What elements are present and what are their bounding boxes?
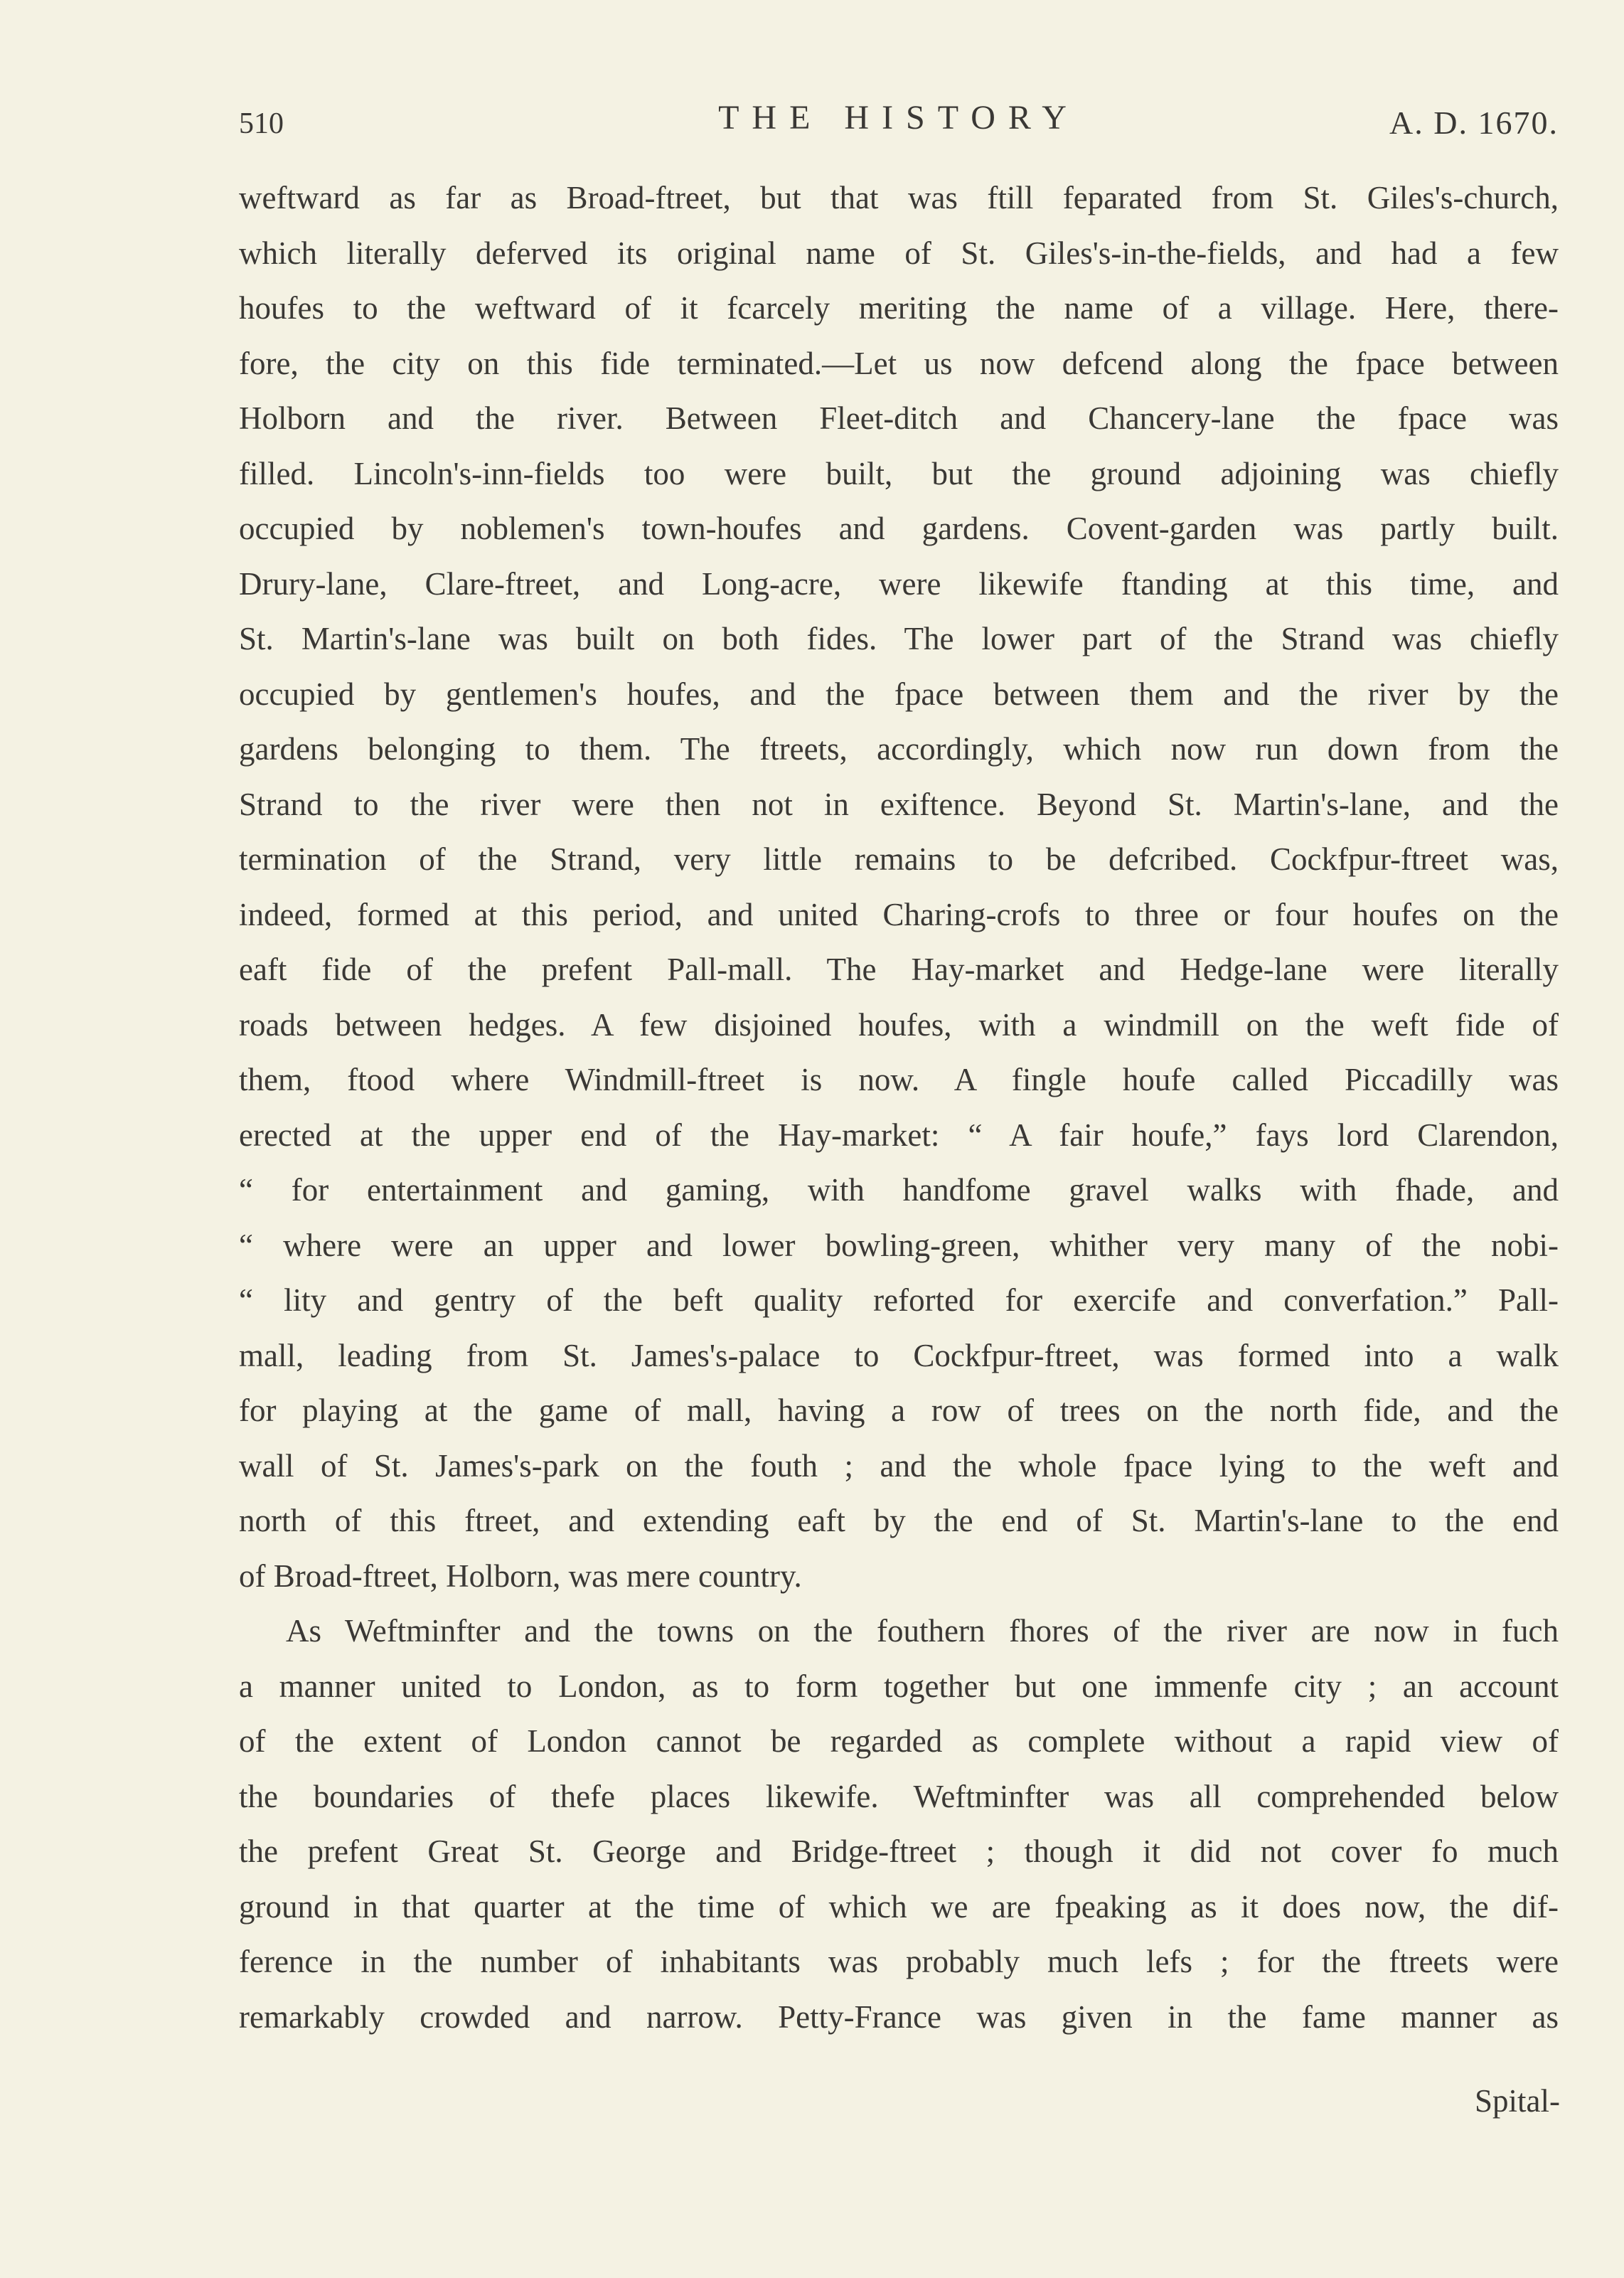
text-line: for playing at the game of mall, having a row of trees on the north fide, and the: [239, 1393, 1559, 1428]
text-line: eaft fide of the prefent Pall-mall. The Hay-market and Hedge-lane were literally: [239, 952, 1559, 987]
text-line: “ where were an upper and lower bowling-green, whither very many of the nobi-: [239, 1227, 1559, 1263]
text-line: weftward as far as Broad-ftreet, but that was ftill feparated from St. Giles's-church,: [239, 180, 1559, 215]
text-line: ground in that quarter at the time of which we are fpeaking as it does now, the dif-: [239, 1888, 1559, 1925]
text-line: houfes to the weftward of it fcarcely meriting the name of a village. Here, there-: [239, 290, 1559, 326]
paragraph: [239, 1604, 1559, 2045]
text-line: Drury-lane, Clare-ftreet, and Long-acre, were likewife ftanding at this time, and: [239, 565, 1559, 602]
text-line: roads between hedges. A few disjoined houfes, with a windmill on the weft fide of: [239, 1006, 1559, 1043]
text-line: north of this ftreet, and extending eaft by the end of St. Martin's-lane to the end: [239, 1503, 1559, 1538]
text-line: the boundaries of thefe places likewife. Weftminfter was all comprehended below: [239, 1778, 1559, 1814]
page-header: [239, 98, 1559, 155]
body-text: [239, 171, 1559, 2045]
text-line: Holborn and the river. Between Fleet-ditch and Chancery-lane the fpace was: [239, 400, 1559, 436]
text-line: filled. Lincoln's-inn-fields too were built, but the ground adjoining was chiefly: [239, 455, 1559, 491]
text-line: Strand to the river were then not in exiftence. Beyond St. Martin's-lane, and the: [239, 786, 1559, 822]
text-line: ference in the number of inhabitants was probably much lefs ; for the ftreets were: [239, 1944, 1559, 1979]
running-title: THE HISTORY: [718, 99, 1079, 137]
text-line: As Weftminfter and the towns on the fouthern fhores of the river are now in fuch: [286, 1613, 1559, 1649]
text-line: “ lity and gentry of the beft quality reforted for exercife and converfation.” Pall-: [239, 1282, 1559, 1318]
page-number: 510: [239, 107, 284, 140]
text-line: them, ftood where Windmill-ftreet is now. A fingle houfe called Piccadilly was: [239, 1062, 1559, 1097]
text-line: erected at the upper end of the Hay-market: “ A fair houfe,” fays lord Clarendon,: [239, 1117, 1559, 1153]
text-line: of Broad-ftreet, Holborn, was mere country.: [239, 1558, 802, 1594]
date-heading: A. D. 1670.: [1389, 105, 1559, 141]
text-line: gardens belonging to them. The ftreets, accordingly, which now run down from the: [239, 731, 1559, 767]
text-line: occupied by noblemen's town-houfes and gardens. Covent-garden was partly built.: [239, 511, 1559, 546]
catchword: Spital-: [1475, 2083, 1560, 2119]
text-line: fore, the city on this fide terminated.—Let us now defcend along the fpace between: [239, 345, 1559, 381]
text-line: which literally deferved its original name of St. Giles's-in-the-fields, and had a few: [239, 235, 1559, 271]
text-line: termination of the Strand, very little remains to be defcribed. Cockfpur-ftreet was,: [239, 841, 1559, 877]
text-line: mall, leading from St. James's-palace to Cockfpur-ftreet, was formed into a walk: [239, 1337, 1559, 1373]
text-line: “ for entertainment and gaming, with handfome gravel walks with fhade, and: [239, 1172, 1559, 1208]
text-line: remarkably crowded and narrow. Petty-France was given in the fame manner as: [239, 1998, 1559, 2035]
text-line: of the extent of London cannot be regarded as complete without a rapid view of: [239, 1723, 1559, 1759]
text-line: indeed, formed at this period, and united Charing-crofs to three or four houfes on the: [239, 896, 1559, 932]
text-line: the prefent Great St. George and Bridge-ftreet ; though it did not cover fo much: [239, 1833, 1559, 1869]
text-line: wall of St. James's-park on the fouth ; and the whole fpace lying to the weft and: [239, 1447, 1559, 1484]
paragraph: [239, 171, 1559, 1604]
text-line: a manner united to London, as to form together but one immenfe city ; an account: [239, 1668, 1559, 1704]
text-line: St. Martin's-lane was built on both fides. The lower part of the Strand was chiefly: [239, 621, 1559, 656]
text-line: occupied by gentlemen's houfes, and the fpace between them and the river by the: [239, 676, 1559, 712]
